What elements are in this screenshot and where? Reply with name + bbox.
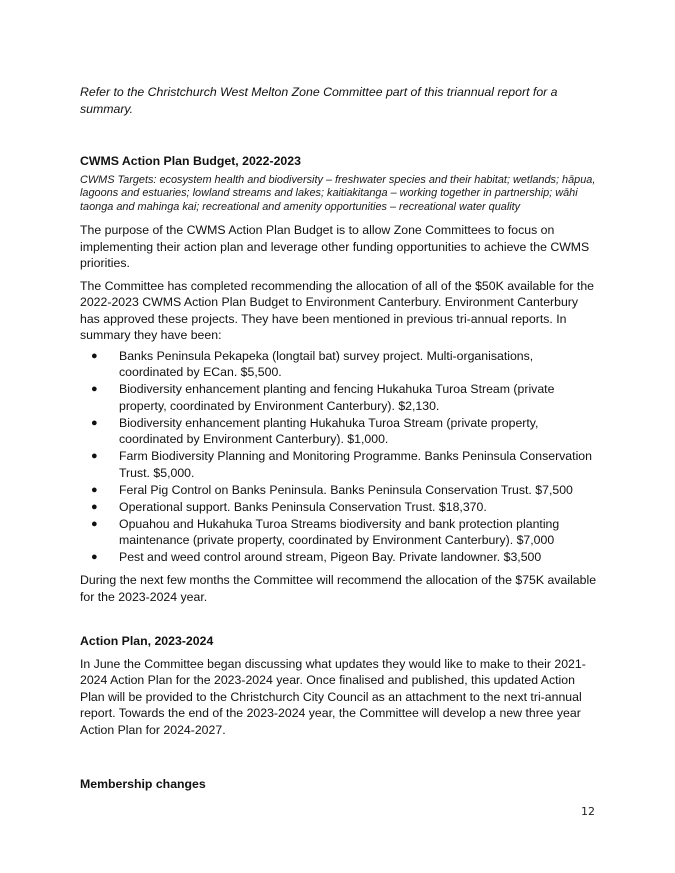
action-plan-heading: Action Plan, 2023-2024 <box>80 634 214 649</box>
action-plan-section <box>80 633 600 738</box>
budget-paragraph-3: During the next few months the Committee will recommend the allocation of the $75K available for the 2023-2024 year. <box>80 573 597 604</box>
list-item: ● Biodiversity enhancement planting and fencing Hukahuka Turoa Stream (private property, coordinated by Environment Canterbury). $2,130. <box>91 382 555 413</box>
project-list <box>80 348 600 566</box>
bullet-icon: ● <box>91 517 98 530</box>
bullet-icon: ● <box>91 349 98 362</box>
bullet-icon: ● <box>91 483 98 496</box>
bullet-icon: ● <box>91 383 98 396</box>
list-item: ● Farm Biodiversity Planning and Monitoring Programme. Banks Peninsula Conservation Trust. $5,000. <box>91 449 592 480</box>
page-content <box>80 84 600 793</box>
membership-section <box>80 776 600 793</box>
budget-section <box>80 153 600 605</box>
list-item: ● Opuahou and Hukahuka Turoa Streams biodiversity and bank protection planting maintenance (private property, coordinated by Environment Canterbury). $7,000 <box>91 516 560 548</box>
list-item: ● Banks Peninsula Pekapeka (longtail bat) survey project. Multi-organisations, coordinated by ECan. $5,500. <box>91 348 534 380</box>
budget-heading: CWMS Action Plan Budget, 2022-2023 <box>80 154 301 168</box>
budget-paragraph-2: The Committee has completed recommending the allocation of all of the $50K available for the 2022-2023 CWMS Action Plan Budget to Environment Canterbury. Environment Canterbury has approved these projects. They have been mentioned in previous tri-annual reports. In summary they have been: <box>80 278 595 343</box>
bullet-icon: ● <box>91 551 98 564</box>
list-item: ● Operational support. Banks Peninsula Conservation Trust. $18,370. <box>91 499 487 514</box>
list-item: ● Biodiversity enhancement planting Hukahuka Turoa Stream (private property, coordinated by Environment Canterbury). $1,000. <box>91 415 539 447</box>
intro-paragraph: Refer to the Christchurch West Melton Zone Committee part of this triannual report for a summary. <box>80 85 558 116</box>
budget-paragraph-1: The purpose of the CWMS Action Plan Budget is to allow Zone Committees to focus on implementing their action plan and leverage other funding opportunities to achieve the CWMS priorities. <box>80 223 590 271</box>
action-plan-paragraph: In June the Committee began discussing what updates they would like to make to their 2021-2024 Action Plan for the 2023-2024 year. Once finalised and published, this updated Action Plan will be provided to the Christchurch City Council as an attachment to the next tri-annual report. Towards the end of the 2023-2024 year, the Committee will develop a new three year Action Plan for 2024-2027. <box>80 656 586 737</box>
bullet-icon: ● <box>91 416 98 429</box>
list-item: ● Feral Pig Control on Banks Peninsula. Banks Peninsula Conservation Trust. $7,500 <box>91 482 573 497</box>
bullet-icon: ● <box>91 450 98 463</box>
list-item: ● Pest and weed control around stream, Pigeon Bay. Private landowner. $3,500 <box>91 550 542 565</box>
membership-heading: Membership changes <box>80 777 206 792</box>
bullet-icon: ● <box>91 500 98 513</box>
cwms-targets: CWMS Targets: ecosystem health and biodiversity – freshwater species and their habitat; wetlands; hāpua, lagoons and estuaries; lowland streams and lakes; kaitiakitanga – working together in partnership; wāhi taonga and mahinga kai; recreational and amenity opportunities – recreational water quality <box>80 173 596 213</box>
page-number: 12 <box>581 805 595 818</box>
